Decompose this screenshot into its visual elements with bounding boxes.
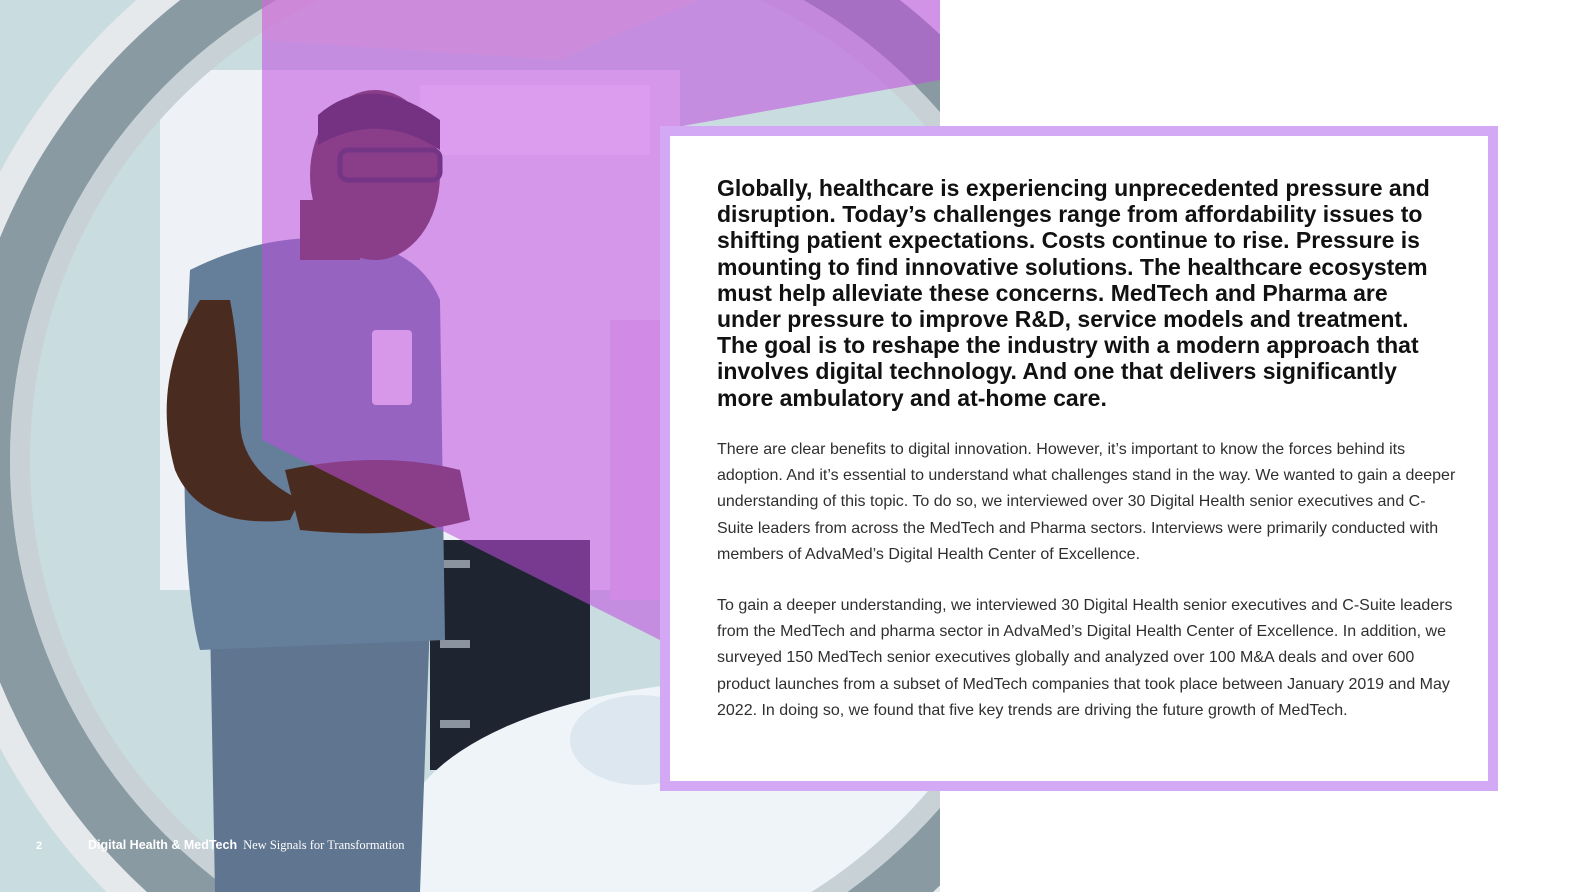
body-paragraph-2: To gain a deeper understanding, we interviewed 30 Digital Health senior executives and C-Suite leaders from the MedTech and pharma sector in AdvaMed’s Digital Health Center of Excellence. In addition, we surveyed 150 MedTech senior executives globally and analyzed over 100 M&A deals and over 600 product launches from a subset of MedTech companies that took place between January 2019 and May 2022. In doing so, we found that five key trends are driving the future growth of MedTech. — [717, 597, 1453, 719]
page-number: 2 — [36, 840, 43, 852]
footer-subtitle: New Signals for Transformation — [243, 838, 405, 852]
page-footer — [36, 838, 405, 854]
footer-title: Digital Health & MedTech — [88, 838, 238, 852]
body-paragraph-1: There are clear benefits to digital innovation. However, it’s important to know the forces behind its adoption. And it’s essential to understand what challenges stand in the way. We wanted to gain a deeper understanding of this topic. To do so, we interviewed over 30 Digital Health senior executives and C-Suite leaders from across the MedTech and Pharma sectors. Interviews were primarily conducted with members of AdvaMed’s Digital Health Center of Excellence. — [717, 441, 1456, 563]
text-frame — [660, 126, 1498, 791]
headline: Globally, healthcare is experiencing unprecedented pressure and disruption. Today’s challenges range from affordability issues to shifting patient expectations. Costs continue to rise. Pressure is mounting to find innovative solutions. The healthcare ecosystem must help alleviate these concerns. MedTech and Pharma are under pressure to improve R&D, service models and treatment. The goal is to reshape the industry with a modern approach that involves digital technology. And one that delivers significantly more ambulatory and at-home care. — [717, 175, 1430, 411]
